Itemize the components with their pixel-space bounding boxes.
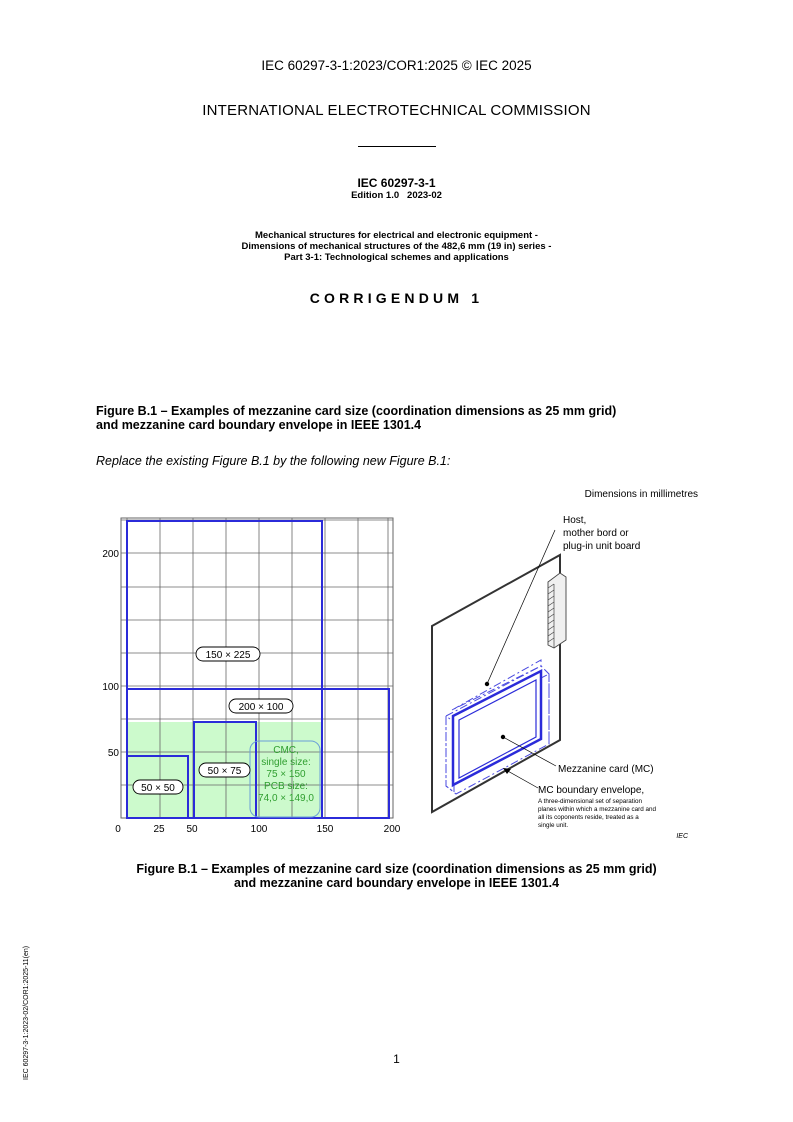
cmc-label-line: PCB size: bbox=[264, 781, 308, 792]
envelope-desc-line: planes within which a mezzanine card and bbox=[538, 806, 656, 813]
figure-caption-line: Figure B.1 – Examples of mezzanine card size (coordination dimensions as 25 mm grid) bbox=[136, 862, 657, 876]
x-tick-label: 100 bbox=[250, 824, 268, 835]
y-tick-label: 200 bbox=[102, 549, 119, 560]
host-label-line: Host, bbox=[563, 515, 587, 526]
card-label-text: 50 × 50 bbox=[141, 783, 175, 794]
header-divider bbox=[358, 146, 436, 147]
iec-mark: IEC bbox=[676, 833, 688, 840]
host-label-line: plug-in unit board bbox=[563, 541, 641, 552]
envelope-desc-line: A three-dimensional set of separation bbox=[538, 798, 642, 805]
card-size-grid bbox=[102, 518, 400, 835]
card-label-50x50 bbox=[133, 780, 183, 794]
envelope-label: MC boundary envelope, bbox=[538, 785, 645, 796]
figure-heading-line: Figure B.1 – Examples of mezzanine card size (coordination dimensions as 25 mm grid) bbox=[96, 404, 617, 418]
side-identifier: IEC 60297-3-1:2023-02/COR1:2025-11(en) bbox=[23, 945, 30, 1080]
card-label-text: 150 × 225 bbox=[205, 650, 251, 661]
card-label-150x225 bbox=[196, 647, 260, 661]
x-tick-label: 150 bbox=[316, 824, 334, 835]
figure-caption bbox=[0, 862, 793, 890]
mezzanine-marker bbox=[501, 735, 505, 739]
page-number: 1 bbox=[393, 1052, 400, 1066]
mezzanine-label: Mezzanine card (MC) bbox=[558, 764, 654, 775]
standard-edition: Edition 1.0 2023-02 bbox=[351, 190, 442, 201]
replacement-instruction: Replace the existing Figure B.1 by the following new Figure B.1: bbox=[96, 454, 451, 468]
figure-b1 bbox=[0, 500, 793, 850]
standard-title-line: Dimensions of mechanical structures of the 482,6 mm (19 in) series - bbox=[241, 241, 552, 252]
y-axis-labels bbox=[102, 549, 119, 759]
header-reference: IEC 60297-3-1:2023/COR1:2025 © IEC 2025 bbox=[261, 58, 532, 73]
card-label-50x75 bbox=[199, 763, 250, 777]
standard-number: IEC 60297-3-1 bbox=[357, 176, 436, 190]
standard-title-line: Part 3-1: Technological schemes and applications bbox=[284, 252, 509, 263]
host-label bbox=[563, 515, 640, 552]
host-marker bbox=[485, 682, 489, 686]
y-tick-label: 100 bbox=[102, 682, 119, 693]
cmc-label-line: CMC, bbox=[273, 745, 299, 756]
card-label-text: 50 × 75 bbox=[207, 766, 242, 777]
card-label-200x100 bbox=[229, 699, 293, 713]
standard-title-line: Mechanical structures for electrical and electronic equipment - bbox=[255, 230, 538, 241]
figure-heading bbox=[96, 404, 716, 432]
x-axis-labels bbox=[115, 824, 401, 835]
x-tick-label: 25 bbox=[153, 824, 165, 835]
host-label-line: mother bord or bbox=[563, 528, 629, 539]
envelope-desc-line: all its coponents reside, treated as a bbox=[538, 814, 639, 821]
x-tick-label: 200 bbox=[383, 824, 401, 835]
cmc-label-line: single size: bbox=[261, 757, 311, 768]
figure-caption-line: and mezzanine card boundary envelope in IEEE 1301.4 bbox=[233, 876, 560, 890]
card-label-text: 200 × 100 bbox=[238, 702, 284, 713]
standard-title bbox=[0, 230, 793, 263]
envelope-description bbox=[538, 798, 656, 829]
connector bbox=[548, 573, 566, 648]
envelope-drawing bbox=[432, 515, 689, 840]
corrigendum-title: CORRIGENDUM 1 bbox=[309, 290, 484, 306]
y-tick-label: 50 bbox=[107, 748, 119, 759]
x-tick-label: 0 bbox=[115, 824, 121, 835]
cmc-label-line: 74,0 × 149,0 bbox=[258, 793, 314, 804]
x-tick-label: 50 bbox=[186, 824, 198, 835]
envelope-desc-line: single unit. bbox=[538, 822, 569, 829]
figure-heading-line: and mezzanine card boundary envelope in IEEE 1301.4 bbox=[96, 418, 422, 432]
organization-name: INTERNATIONAL ELECTROTECHNICAL COMMISSION bbox=[202, 102, 591, 119]
cmc-label-line: 75 × 150 bbox=[266, 769, 306, 780]
units-note: Dimensions in millimetres bbox=[584, 489, 698, 500]
